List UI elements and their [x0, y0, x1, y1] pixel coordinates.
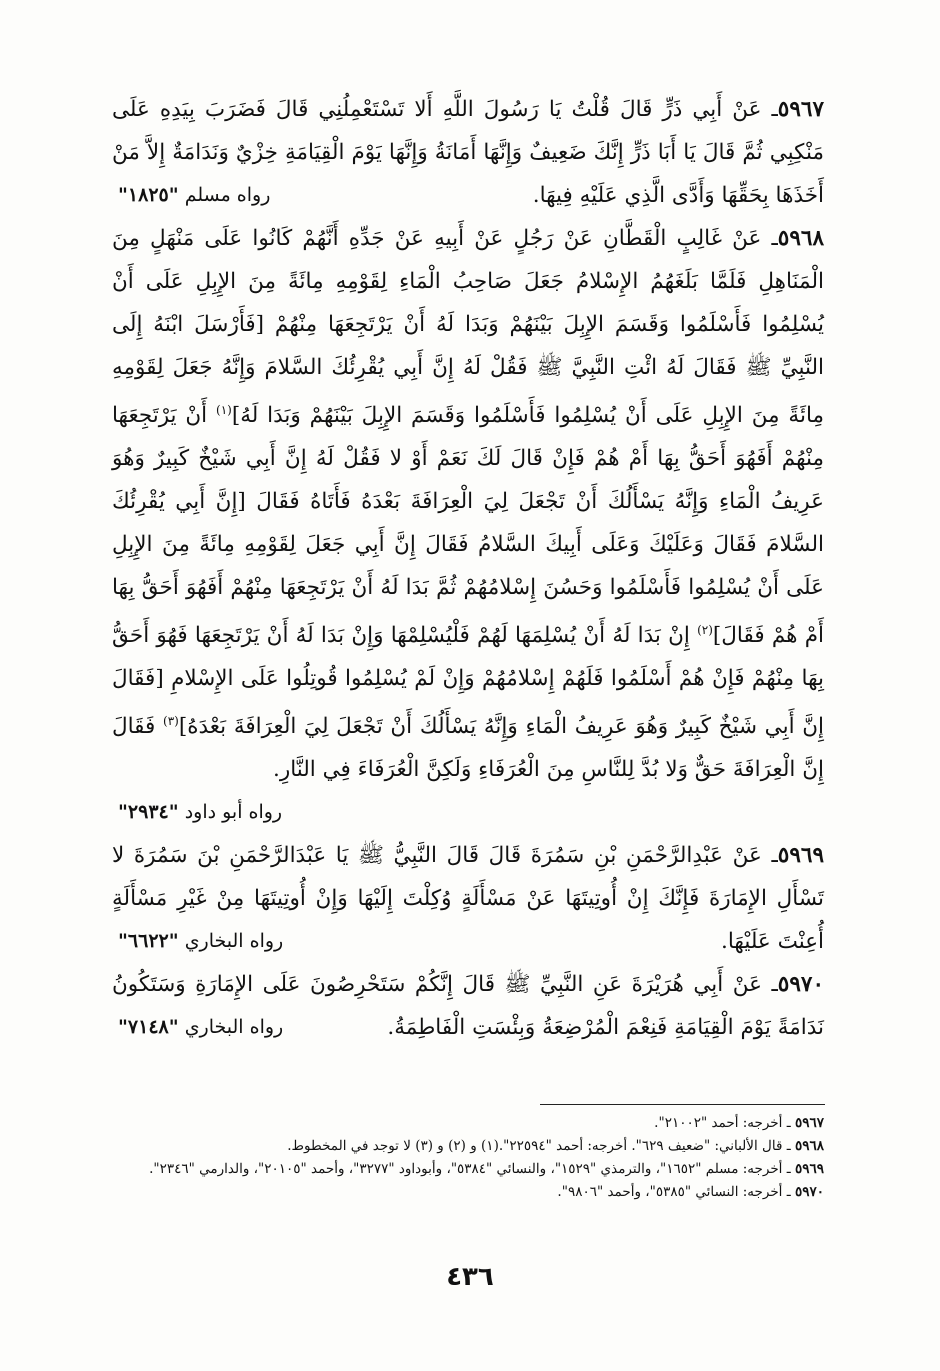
footnote-marker: (١)	[216, 403, 232, 417]
footnotes	[112, 1112, 824, 1204]
hadith-5970: ٥٩٧٠ـ عَنْ أَبِي هُرَيْرَةَ عَنِ النَّبِيِّ ﷺ قَالَ إِنَّكُمْ سَتَحْرِصُونَ عَلَى الإِمَارَةِ وَسَتَكُونُ نَدَامَةً يَوْمَ الْقِيَامَةِ فَنِعْمَ الْمُرْضِعَةُ وَبِئْسَتِ الْفَاطِمَةُ. رواه البخاري "٧١٤٨"	[112, 963, 824, 1049]
hadith-5967: ٥٩٦٧ـ عَنْ أَبِي ذَرٍّ قَالَ قُلْتُ يَا رَسُولَ اللَّهِ أَلا تَسْتَعْمِلُنِي قَالَ فَضَرَبَ بِيَدِهِ عَلَى مَنْكِبِي ثُمَّ قَالَ يَا أَبَا ذَرٍّ إِنَّكَ ضَعِيفٌ وَإِنَّهَا أَمَانَةُ وَإِنَّهَا يَوْمَ الْقِيَامَةِ خِزْيٌ وَنَدَامَةٌ إِلاَّ مَنْ أَخَذَهَا بِحَقِّهَا وَأَدَّى الَّذِي عَلَيْهِ فِيهَا. رواه مسلم "١٨٢٥"	[112, 88, 824, 217]
footnote-marker: (٣)	[163, 714, 179, 729]
hadith-body	[112, 88, 824, 1049]
hadith-number: ٥٩٦٧	[777, 97, 824, 122]
hadith-text: عَنْ أَبِي ذَرٍّ قَالَ قُلْتُ يَا رَسُولَ اللَّهِ أَلا تَسْتَعْمِلُنِي قَالَ فَضَرَبَ بِيَدِهِ عَلَى مَنْكِبِي ثُمَّ قَالَ يَا أَبَا ذَرٍّ إِنَّكَ ضَعِيفٌ وَإِنَّهَا أَمَانَةُ وَإِنَّهَا يَوْمَ الْقِيَامَةِ خِزْيٌ وَنَدَامَةٌ إِلاَّ مَنْ أَخَذَهَا بِحَقِّهَا وَأَدَّى الَّذِي عَلَيْهِ فِيهَا.	[112, 97, 824, 208]
hadith-source: رواه مسلم "١٨٢٥"	[118, 184, 271, 206]
footnote-5970: ٥٩٧٠ ـ أخرجه: النسائي "٥٣٨٥"، وأحمد "٩٨٠٦".	[557, 1184, 824, 1200]
page-number: ٤٣٦	[446, 1262, 494, 1292]
hadith-source: رواه البخاري "٧١٤٨"	[118, 1016, 284, 1039]
footnote-5967: ٥٩٦٧ ـ أخرجه: أحمد "٢١٠٠٢".	[654, 1115, 824, 1131]
footnote-5969: ٥٩٦٩ ـ أخرجه: مسلم "١٦٥٢"، والترمذي "١٥٢٩"، والنسائي "٥٣٨٤"، وأبوداود "٣٢٧٧"، وأحمد "٢٠١٠٥"، والدارمي "٢٣٤٦".	[149, 1161, 824, 1177]
hadith-number: ٥٩٧٠	[777, 972, 824, 998]
hadith-text-continued: فَقَالَ إِنَّ الْعِرَافَةَ حَقٌّ وَلا بُدَّ لِلنَّاسِ مِنَ الْعُرَفَاءِ وَلَكِنَّ الْعُرَفَاءَ فِي النَّارِ.	[112, 714, 824, 783]
hadith-source: رواه أبو داود "٢٩٣٤"	[118, 801, 283, 824]
footnote-5968: ٥٩٦٨ ـ قال الألباني: "ضعيف ٦٢٩". أخرجه: أحمد "٢٢٥٩٤".(١) و (٢) و (٣) لا توجد في المخطوط.	[287, 1138, 824, 1154]
hadith-number: ٥٩٦٨	[777, 226, 824, 251]
hadith-text: عَنْ عَبْدِالرَّحْمَنِ بْنِ سَمُرَةَ قَالَ قَالَ النَّبِيُّ ﷺ يَا عَبْدَالرَّحْمَنِ بْنَ سَمُرَةَ لا تَسْأَلِ الإِمَارَةَ فَإِنَّكَ إِنْ أُوتِيتَهَا عَنْ مَسْأَلَةٍ وُكِلْتَ إِلَيْهَا وَإِنْ أُوتِيتَهَا مِنْ غَيْرِ مَسْأَلَةٍ أُعِنْتَ عَلَيْهَا.	[112, 843, 824, 955]
hadith-text-continued: أَنْ يَرْتَجِعَهَا مِنْهُمْ أَفَهُوَ أَحَقُّ بِهَا أَمْ هُمْ فَإِنْ قَالَ لَكَ نَعَمْ أَوْ لا فَقُلْ لَهُ إِنَّ أَبِي شَيْخٌ كَبِيرٌ وَهُوَ عَرِيفُ الْمَاءِ وَإِنَّهُ يَسْأَلُكَ أَنْ تَجْعَلَ لِيَ الْعِرَافَةَ بَعْدَهُ فَأَتَاهُ فَقَالَ [إِنَّ أَبِي يُقْرِئُكَ السَّلامَ فَقَالَ وَعَلَيْكَ وَعَلَى أَبِيكَ السَّلامُ فَقَالَ إِنَّ أَبِي جَعَلَ لِقَوْمِهِ مِائَةً مِنَ الإِبِلِ عَلَى أَنْ يُسْلِمُوا فَأَسْلَمُوا وَحَسُنَ إِسْلامُهُمْ ثُمَّ بَدَا لَهُ أَنْ يَرْتَجِعَهَا مِنْهُمْ أَفَهُوَ أَحَقُّ بِهَا أَمْ هُمْ فَقَالَ]	[112, 403, 824, 649]
hadith-5969: ٥٩٦٩ـ عَنْ عَبْدِالرَّحْمَنِ بْنِ سَمُرَةَ قَالَ قَالَ النَّبِيُّ ﷺ يَا عَبْدَالرَّحْمَنِ بْنَ سَمُرَةَ لا تَسْأَلِ الإِمَارَةَ فَإِنَّكَ إِنْ أُوتِيتَهَا عَنْ مَسْأَلَةٍ وُكِلْتَ إِلَيْهَا وَإِنْ أُوتِيتَهَا مِنْ غَيْرِ مَسْأَلَةٍ أُعِنْتَ عَلَيْهَا. رواه البخاري "٦٦٢٢"	[112, 834, 824, 963]
footnote-divider	[540, 1104, 825, 1105]
hadith-text: عَنْ غَالِبٍ الْقَطَّانِ عَنْ رَجُلٍ عَنْ أَبِيهِ عَنْ جَدِّهِ أَنَّهُمْ كَانُوا عَلَى مَنْهَلٍ مِنَ الْمَنَاهِلِ فَلَمَّا بَلَغَهُمُ الإِسْلامُ جَعَلَ صَاحِبُ الْمَاءِ لِقَوْمِهِ مِائَةً مِنَ الإِبِلِ عَلَى أَنْ يُسْلِمُوا فَأَسْلَمُوا وَقَسَمَ الإِبِلَ بَيْنَهُمْ وَبَدَا لَهُ أَنْ يَرْتَجِعَهَا مِنْهُمْ [فَأَرْسَلَ ابْنَهُ إِلَى النَّبِيِّ ﷺ فَقَالَ لَهُ ائْتِ النَّبِيَّ ﷺ فَقُلْ لَهُ إِنَّ أَبِي يُقْرِئُكَ السَّلامَ وَإِنَّهُ جَعَلَ لِقَوْمِهِ مِائَةً مِنَ الإِبِلِ عَلَى أَنْ يُسْلِمُوا فَأَسْلَمُوا وَقَسَمَ الإِبِلَ بَيْنَهُمْ وَبَدَا لَهُ]	[112, 226, 825, 429]
hadith-number: ٥٩٦٩	[777, 843, 824, 869]
hadith-text: عَنْ أَبِي هُرَيْرَةَ عَنِ النَّبِيِّ ﷺ قَالَ إِنَّكُمْ سَتَحْرِصُونَ عَلَى الإِمَارَةِ وَسَتَكُونُ نَدَامَةً يَوْمَ الْقِيَامَةِ فَنِعْمَ الْمُرْضِعَةُ وَبِئْسَتِ الْفَاطِمَةُ.	[112, 972, 824, 1041]
hadith-5968: ٥٩٦٨ـ عَنْ غَالِبٍ الْقَطَّانِ عَنْ رَجُلٍ عَنْ أَبِيهِ عَنْ جَدِّهِ أَنَّهُمْ كَانُوا عَلَى مَنْهَلٍ مِنَ الْمَنَاهِلِ فَلَمَّا بَلَغَهُمُ الإِسْلامُ جَعَلَ صَاحِبُ الْمَاءِ لِقَوْمِهِ مِائَةً مِنَ الإِبِلِ عَلَى أَنْ يُسْلِمُوا فَأَسْلَمُوا وَقَسَمَ الإِبِلَ بَيْنَهُمْ وَبَدَا لَهُ أَنْ يَرْتَجِعَهَا مِنْهُمْ [فَأَرْسَلَ ابْنَهُ إِلَى النَّبِيِّ ﷺ فَقَالَ لَهُ ائْتِ النَّبِيَّ ﷺ فَقُلْ لَهُ إِنَّ أَبِي يُقْرِئُكَ السَّلامَ وَإِنَّهُ جَعَلَ لِقَوْمِهِ مِائَةً مِنَ الإِبِلِ عَلَى أَنْ يُسْلِمُوا فَأَسْلَمُوا وَقَسَمَ الإِبِلَ بَيْنَهُمْ وَبَدَا لَهُ]$^{(١)}$ أَنْ يَرْتَجِعَهَا مِنْهُمْ أَفَهُوَ أَحَقُّ بِهَا أَمْ هُمْ فَإِنْ قَالَ لَكَ نَعَمْ أَوْ لا فَقُلْ لَهُ إِنَّ أَبِي شَيْخٌ كَبِيرٌ وَهُوَ عَرِيفُ الْمَاءِ وَإِنَّهُ يَسْأَلُكَ أَنْ تَجْعَلَ لِيَ الْعِرَافَةَ بَعْدَهُ فَأَتَاهُ فَقَالَ [إِنَّ أَبِي يُقْرِئُكَ السَّلامَ فَقَالَ وَعَلَيْكَ وَعَلَى أَبِيكَ السَّلامُ فَقَالَ إِنَّ أَبِي جَعَلَ لِقَوْمِهِ مِائَةً مِنَ الإِبِلِ عَلَى أَنْ يُسْلِمُوا فَأَسْلَمُوا وَحَسُنَ إِسْلامُهُمْ ثُمَّ بَدَا لَهُ أَنْ يَرْتَجِعَهَا مِنْهُمْ أَفَهُوَ أَحَقُّ بِهَا أَمْ هُمْ فَقَالَ]$^{(٢)}$ إِنْ بَدَا لَهُ أَنْ يُسْلِمَهَا لَهُمْ فَلْيُسْلِمْهَا وَإِنْ بَدَا لَهُ أَنْ يَرْتَجِعَهَا فَهُوَ أَحَقُّ بِهَا مِنْهُمْ فَإِنْ هُمْ أَسْلَمُوا فَلَهُمْ إِسْلامُهُمْ وَإِنْ لَمْ يُسْلِمُوا قُوتِلُوا عَلَى الإِسْلامِ [فَقَالَ إِنَّ أَبِي شَيْخٌ كَبِيرٌ وَهُوَ عَرِيفُ الْمَاءِ وَإِنَّهُ يَسْأَلُكَ أَنْ تَجْعَلَ لِيَ الْعِرَافَةَ بَعْدَهُ]$^{(٣)}$ فَقَالَ إِنَّ الْعِرَافَةَ حَقٌّ وَلا بُدَّ لِلنَّاسِ مِنَ الْعُرَفَاءِ وَلَكِنَّ الْعُرَفَاءَ فِي النَّارِ. رواه أبو داود "٢٩٣٤"	[112, 217, 824, 791]
hadith-text-continued: إِنْ بَدَا لَهُ أَنْ يُسْلِمَهَا لَهُمْ فَلْيُسْلِمْهَا وَإِنْ بَدَا لَهُ أَنْ يَرْتَجِعَهَا فَهُوَ أَحَقُّ بِهَا مِنْهُمْ فَإِنْ هُمْ أَسْلَمُوا فَلَهُمْ إِسْلامُهُمْ وَإِنْ لَمْ يُسْلِمُوا قُوتِلُوا عَلَى الإِسْلامِ [فَقَالَ إِنَّ أَبِي شَيْخٌ كَبِيرٌ وَهُوَ عَرِيفُ الْمَاءِ وَإِنَّهُ يَسْأَلُكَ أَنْ تَجْعَلَ لِيَ الْعِرَافَةَ بَعْدَهُ]	[112, 623, 824, 740]
footnote-marker: (٢)	[697, 623, 713, 638]
hadith-source: رواه البخاري "٦٦٢٢"	[118, 930, 284, 953]
